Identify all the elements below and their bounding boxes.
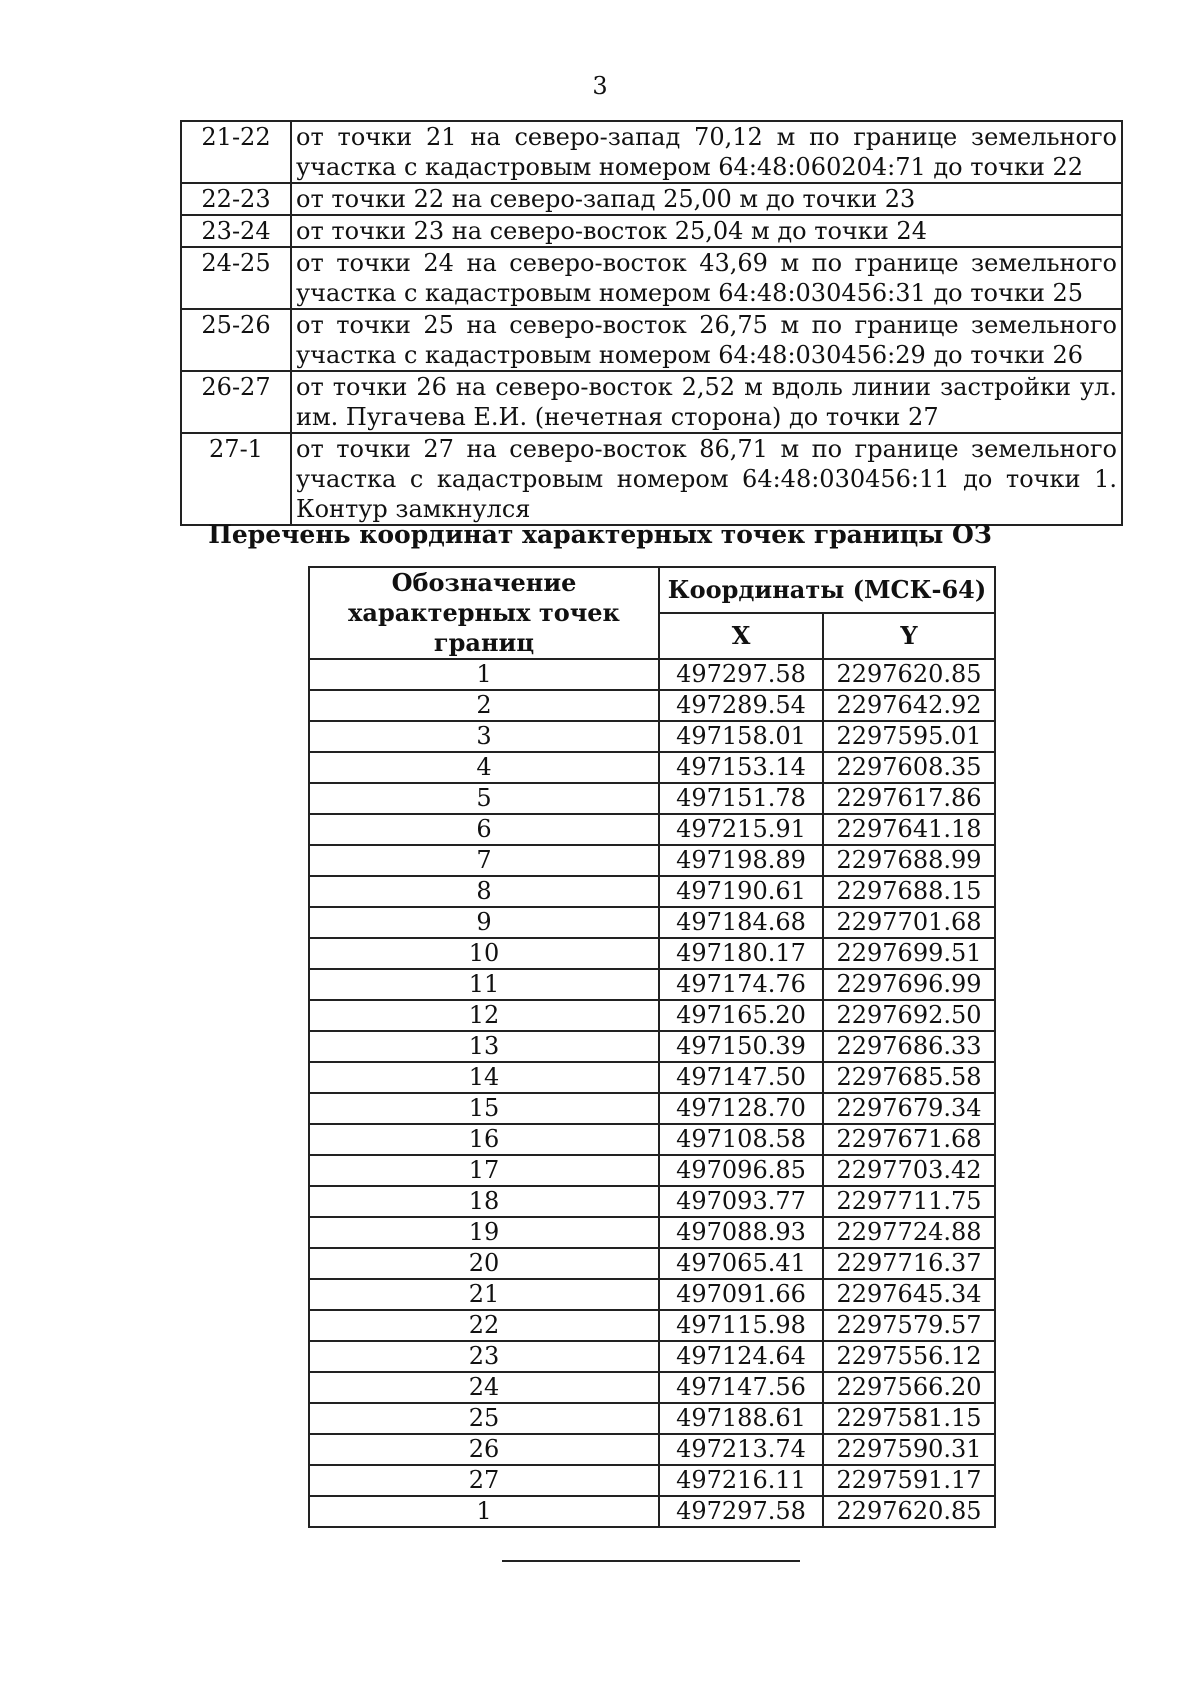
coordinate-y: 2297566.20 bbox=[823, 1372, 995, 1403]
segment-description: от точки 27 на северо-восток 86,71 м по границе земельного участка с кадастровым номером 64:48:030456:11 до точки 1. Контур замкнулся bbox=[291, 433, 1122, 525]
coordinate-x: 497088.93 bbox=[659, 1217, 823, 1248]
segment-id: 21-22 bbox=[181, 121, 291, 183]
coordinate-x: 497198.89 bbox=[659, 845, 823, 876]
coordinate-row bbox=[309, 1341, 995, 1372]
coordinate-row bbox=[309, 1217, 995, 1248]
point-number: 25 bbox=[309, 1403, 659, 1434]
coordinate-x: 497096.85 bbox=[659, 1155, 823, 1186]
coordinate-x: 497147.56 bbox=[659, 1372, 823, 1403]
coordinates-table-header bbox=[309, 567, 995, 659]
coordinate-x: 497093.77 bbox=[659, 1186, 823, 1217]
point-number: 1 bbox=[309, 1496, 659, 1527]
coordinate-y: 2297724.88 bbox=[823, 1217, 995, 1248]
segment-row bbox=[181, 433, 1122, 525]
coordinate-x: 497158.01 bbox=[659, 721, 823, 752]
segment-id: 24-25 bbox=[181, 247, 291, 309]
point-number: 22 bbox=[309, 1310, 659, 1341]
segment-row bbox=[181, 183, 1122, 215]
point-number: 27 bbox=[309, 1465, 659, 1496]
segment-row bbox=[181, 247, 1122, 309]
coordinate-row bbox=[309, 969, 995, 1000]
point-number: 9 bbox=[309, 907, 659, 938]
coordinate-row bbox=[309, 876, 995, 907]
coordinate-x: 497216.11 bbox=[659, 1465, 823, 1496]
coordinate-y: 2297688.99 bbox=[823, 845, 995, 876]
point-number: 6 bbox=[309, 814, 659, 845]
segment-id: 25-26 bbox=[181, 309, 291, 371]
coordinate-row bbox=[309, 659, 995, 690]
coordinate-row bbox=[309, 721, 995, 752]
coordinate-y: 2297595.01 bbox=[823, 721, 995, 752]
coordinate-row bbox=[309, 1155, 995, 1186]
header-point-designation: Обозначение характерных точек границ bbox=[309, 567, 659, 659]
coordinate-y: 2297703.42 bbox=[823, 1155, 995, 1186]
point-number: 15 bbox=[309, 1093, 659, 1124]
coordinate-x: 497184.68 bbox=[659, 907, 823, 938]
coordinate-row bbox=[309, 1279, 995, 1310]
coordinate-x: 497147.50 bbox=[659, 1062, 823, 1093]
point-number: 20 bbox=[309, 1248, 659, 1279]
coordinate-x: 497213.74 bbox=[659, 1434, 823, 1465]
coordinate-y: 2297685.58 bbox=[823, 1062, 995, 1093]
coordinate-x: 497091.66 bbox=[659, 1279, 823, 1310]
header-x: X bbox=[659, 613, 823, 659]
point-number: 24 bbox=[309, 1372, 659, 1403]
coordinate-x: 497297.58 bbox=[659, 659, 823, 690]
coordinate-row bbox=[309, 752, 995, 783]
coordinate-x: 497124.64 bbox=[659, 1341, 823, 1372]
coordinate-y: 2297699.51 bbox=[823, 938, 995, 969]
header-coordinates: Координаты (МСК-64) bbox=[659, 567, 995, 613]
coordinate-y: 2297641.18 bbox=[823, 814, 995, 845]
coordinate-x: 497153.14 bbox=[659, 752, 823, 783]
header-y: Y bbox=[823, 613, 995, 659]
coordinate-y: 2297696.99 bbox=[823, 969, 995, 1000]
coordinate-y: 2297686.33 bbox=[823, 1031, 995, 1062]
point-number: 7 bbox=[309, 845, 659, 876]
coordinates-table bbox=[308, 566, 996, 1528]
segments-table-body bbox=[181, 121, 1122, 525]
coordinate-y: 2297590.31 bbox=[823, 1434, 995, 1465]
boundary-segments-table bbox=[180, 120, 1123, 526]
point-number: 13 bbox=[309, 1031, 659, 1062]
point-number: 4 bbox=[309, 752, 659, 783]
coordinate-row bbox=[309, 938, 995, 969]
coordinate-row bbox=[309, 1496, 995, 1527]
coordinate-row bbox=[309, 814, 995, 845]
segment-description: от точки 24 на северо-восток 43,69 м по границе земельного участка с кадастровым номером 64:48:030456:31 до точки 25 bbox=[291, 247, 1122, 309]
coordinate-row bbox=[309, 690, 995, 721]
coordinate-row bbox=[309, 1000, 995, 1031]
coordinate-y: 2297620.85 bbox=[823, 659, 995, 690]
segment-row bbox=[181, 309, 1122, 371]
coordinate-x: 497108.58 bbox=[659, 1124, 823, 1155]
footer-divider-line bbox=[502, 1560, 800, 1562]
coordinate-y: 2297608.35 bbox=[823, 752, 995, 783]
segment-id: 27-1 bbox=[181, 433, 291, 525]
point-number: 17 bbox=[309, 1155, 659, 1186]
coordinate-row bbox=[309, 1186, 995, 1217]
coordinate-x: 497151.78 bbox=[659, 783, 823, 814]
coordinate-x: 497297.58 bbox=[659, 1496, 823, 1527]
coordinate-x: 497180.17 bbox=[659, 938, 823, 969]
point-number: 11 bbox=[309, 969, 659, 1000]
coordinate-x: 497128.70 bbox=[659, 1093, 823, 1124]
point-number: 19 bbox=[309, 1217, 659, 1248]
coordinate-y: 2297620.85 bbox=[823, 1496, 995, 1527]
coordinate-y: 2297579.57 bbox=[823, 1310, 995, 1341]
segment-row bbox=[181, 371, 1122, 433]
point-number: 21 bbox=[309, 1279, 659, 1310]
point-number: 3 bbox=[309, 721, 659, 752]
coordinate-row bbox=[309, 1031, 995, 1062]
coordinate-y: 2297716.37 bbox=[823, 1248, 995, 1279]
point-number: 8 bbox=[309, 876, 659, 907]
segment-id: 26-27 bbox=[181, 371, 291, 433]
coords-list-title: Перечень координат характерных точек границы ОЗ bbox=[208, 520, 992, 549]
coordinate-row bbox=[309, 1062, 995, 1093]
coordinate-row bbox=[309, 907, 995, 938]
coordinate-y: 2297645.34 bbox=[823, 1279, 995, 1310]
point-number: 1 bbox=[309, 659, 659, 690]
coordinate-row bbox=[309, 1372, 995, 1403]
point-number: 14 bbox=[309, 1062, 659, 1093]
coordinate-row bbox=[309, 1248, 995, 1279]
coordinate-y: 2297556.12 bbox=[823, 1341, 995, 1372]
coordinate-x: 497289.54 bbox=[659, 690, 823, 721]
coordinate-x: 497165.20 bbox=[659, 1000, 823, 1031]
coordinate-y: 2297679.34 bbox=[823, 1093, 995, 1124]
coordinate-x: 497174.76 bbox=[659, 969, 823, 1000]
coordinate-y: 2297591.17 bbox=[823, 1465, 995, 1496]
point-number: 2 bbox=[309, 690, 659, 721]
page-number: 3 bbox=[592, 72, 608, 100]
coordinate-y: 2297671.68 bbox=[823, 1124, 995, 1155]
coordinate-x: 497065.41 bbox=[659, 1248, 823, 1279]
coordinate-row bbox=[309, 1403, 995, 1434]
coordinate-x: 497215.91 bbox=[659, 814, 823, 845]
segment-id: 22-23 bbox=[181, 183, 291, 215]
coordinate-y: 2297642.92 bbox=[823, 690, 995, 721]
coordinate-row bbox=[309, 1465, 995, 1496]
segment-row bbox=[181, 121, 1122, 183]
coordinate-y: 2297688.15 bbox=[823, 876, 995, 907]
segment-description: от точки 23 на северо-восток 25,04 м до точки 24 bbox=[291, 215, 1122, 247]
point-number: 5 bbox=[309, 783, 659, 814]
point-number: 23 bbox=[309, 1341, 659, 1372]
coordinate-y: 2297711.75 bbox=[823, 1186, 995, 1217]
coordinate-row bbox=[309, 1093, 995, 1124]
coordinate-row bbox=[309, 1310, 995, 1341]
coordinate-x: 497115.98 bbox=[659, 1310, 823, 1341]
point-number: 18 bbox=[309, 1186, 659, 1217]
coordinate-x: 497150.39 bbox=[659, 1031, 823, 1062]
coordinate-row bbox=[309, 783, 995, 814]
coordinate-row bbox=[309, 1434, 995, 1465]
point-number: 10 bbox=[309, 938, 659, 969]
coordinate-row bbox=[309, 1124, 995, 1155]
segment-description: от точки 21 на северо-запад 70,12 м по границе земельного участка с кадастровым номером 64:48:060204:71 до точки 22 bbox=[291, 121, 1122, 183]
coordinate-row bbox=[309, 845, 995, 876]
coordinate-x: 497190.61 bbox=[659, 876, 823, 907]
segment-row bbox=[181, 215, 1122, 247]
coordinate-y: 2297581.15 bbox=[823, 1403, 995, 1434]
coordinate-y: 2297617.86 bbox=[823, 783, 995, 814]
point-number: 12 bbox=[309, 1000, 659, 1031]
segment-description: от точки 25 на северо-восток 26,75 м по границе земельного участка с кадастровым номером 64:48:030456:29 до точки 26 bbox=[291, 309, 1122, 371]
coordinate-y: 2297701.68 bbox=[823, 907, 995, 938]
coordinate-y: 2297692.50 bbox=[823, 1000, 995, 1031]
segment-description: от точки 26 на северо-восток 2,52 м вдоль линии застройки ул. им. Пугачева Е.И. (нечетная сторона) до точки 27 bbox=[291, 371, 1122, 433]
point-number: 26 bbox=[309, 1434, 659, 1465]
segment-description: от точки 22 на северо-запад 25,00 м до точки 23 bbox=[291, 183, 1122, 215]
coordinate-x: 497188.61 bbox=[659, 1403, 823, 1434]
coordinates-table-body bbox=[309, 659, 995, 1527]
segment-id: 23-24 bbox=[181, 215, 291, 247]
point-number: 16 bbox=[309, 1124, 659, 1155]
